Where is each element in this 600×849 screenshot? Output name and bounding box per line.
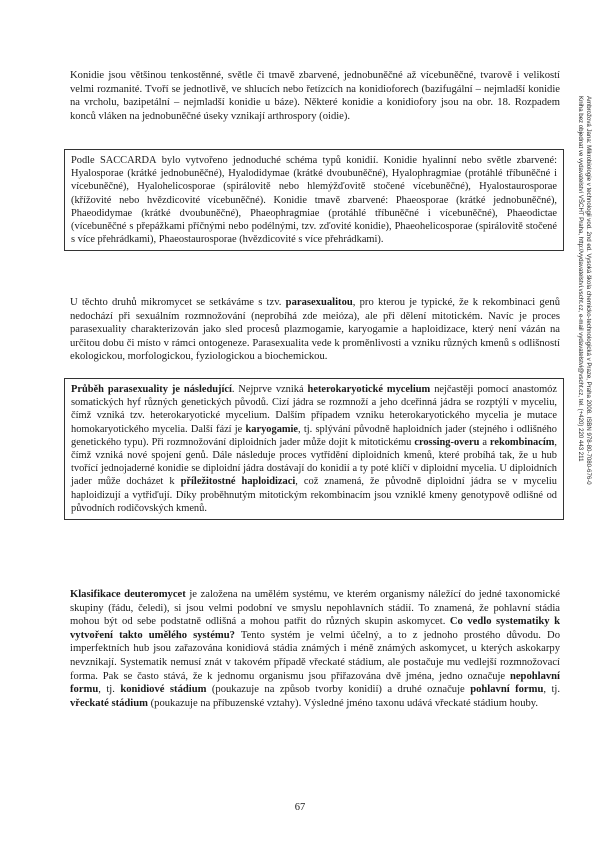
term-nepohlavni-forma: nepohlavní formu	[70, 670, 560, 696]
p3-t4: (poukazuje na způsob tvorby konidií) a druhé označuje	[206, 684, 471, 696]
side-note-line-1: Ambrožová Jana: Mikrobiologie v technologii vod. 2nd ed. Vysoká škola chemicko-technologická v Praze, Praha 2008. ISBN 978-80-7080-676-0	[585, 96, 592, 485]
box-saccardo-text-before: Podle	[71, 155, 100, 166]
term-karyogamie: karyogamie	[245, 423, 299, 435]
side-copyright-note	[576, 96, 592, 485]
box2-t3: , tj. splývání původně haploidních jader (stejného i odlišného genetického typu). Při rozmnožování diploidních jader může dojít k mitotickému	[71, 423, 557, 448]
box2-t5: , čímž vzniká nové spojení genů. Dále následuje proces vytřídění diploidních kmenů, které probíhá tak, že u hub tvořící jednojaderné konidie se diploidní jádra dostávají do konidií a ty poté klíčí v diploidní mycelia. U diploidních jader může docházet k	[71, 436, 557, 488]
term-rekombinace: rekombinacím	[489, 436, 555, 448]
box-saccardo-scheme	[64, 149, 564, 251]
box-saccardo-text-after: bylo vytvořeno jednoduché schéma typů konidií. Konidie hyalinní nebo světle zbarvené: Hyalosporae (krátké jednobuněčné), Hyalodidymae (krátké dvoubuněčné), Hyalophragmiae (protáhlé tříbuněčné i vícebuněčné), Hyalohelicosporae (spirálovitě nebo hlemýžďovitě stočené vícebuněčné), Hyalostaurosporae (křížovité nebo hvězdicovité vícebuněčné). Konidie tmavě zbarvené: Phaeosporae (krátké jednobuněčné), Phaeodidymae (krátké dvoubuněčné), Phaeophragmiae (protáhlé tříbuněčné i vícebuněčné), Phaeodictae (vícebuněčné s přepážkami příčnými nebo podélnými, tzv. zďovité konidie), Phaeohelicosporae (spirálovitě stočené s více přehrádkami), Phaeostaurosporae (hvězdicovité s více přehrádkami).	[71, 155, 557, 246]
question-systematika: Co vedlo systematiky k vytvoření takto umělého systému?	[70, 616, 561, 641]
term-klasifikace: Klasifikace deuteromycet	[70, 589, 186, 600]
paragraph-konidie: Konidie jsou většinou tenkostěnné, světle či tmavě zbarvené, jednobuněčné až vícebuněčné, tvarově i velikostí velmi rozmanité. Tvoří se jednotlivě, ve shlucích nebo řetízcích na konidioforech (bazifugální – nejmladší konidie na vrcholu, bazipetální – nejmladší konidie u báze). Některé konidie a konidiofory jsou na obr. 18. Rozpadem konců vláken na jednobuněčné úseky vznikají arthrospory (oidie).	[70, 70, 560, 122]
term-konidiove-stadium: konidiové stádium	[120, 684, 207, 696]
box2-t2: nejčastěji pomocí anastomóz somatických hyf různých genetických původů. Cizí jádra se rozmnoží a jeho dceřinná jádra se rozptýlí v myceliu, čímž vzniká tzv. heterokaryotické mycelium. Dalším případem vzniku heterokaryotického mycelia je mutace homokaryotického mycelia. Další fází je	[71, 384, 557, 435]
p3-t5: , tj.	[543, 684, 560, 696]
p2-t1: U těchto druhů mikromycet se setkáváme s tzv.	[70, 297, 286, 308]
term-parasexualita: parasexualitou	[285, 297, 353, 308]
p2-t2: , pro kterou je typické, že k rekombinaci genů nedochází při sexuálním rozmnožování (neprobíhá zde meióza), ale při dělení mitotickém. Navíc je proces parasexuality charakterizován jako sled procesů plazmogamie, karyogamie a haploidizace, který není vázán na určitou dobu či místo v rámci ontogeneze. Parasexualita vede k proměnlivosti a vzniku různých kmenů s odlišností ekologickou, morfologickou, fyziologickou a biochemickou.	[70, 297, 560, 363]
p3-t6: (poukazuje na příbuzenské vztahy). Výsledné jméno taxonu udává vřeckaté stádium houby.	[147, 697, 539, 709]
term-pohlavni-forma: pohlavní formu	[470, 684, 544, 696]
side-note-line-2: Kniha bez objednat ve vydavatelství VŠCHT Praha, http://vydavatelstvi.vscht.cz, e-mail vydavatelstvi@vscht.cz, tel. (+420) 220 443 211	[577, 96, 584, 462]
term-vreckate-stadium: vřeckaté stádium	[70, 697, 148, 709]
author-name: SACCARDA	[99, 155, 157, 166]
box2-t6: , což znamená, že původně diploidní jádra se v myceliu haploidizují a vytřiďují. Díky proběhnutým mitotickým rekombinacím jsou vzniklé kmeny genotypově odlišné od původních rodičovských kmenů.	[71, 476, 557, 514]
page-number: 67	[294, 802, 306, 813]
p3-t3: , tj.	[98, 684, 121, 696]
box2-t4: a	[479, 436, 490, 448]
paragraph-parasexualita	[70, 296, 560, 364]
term-crossing-over: crossing-overu	[414, 436, 480, 448]
term-haploidizace: příležitostné haploidizaci	[180, 476, 296, 488]
p3-t2: Tento systém je velmi účelný, a to z jednoho prostého důvodu. Do imperfektních hub jsou zařazována konidiová stádia známých i méně známých askomycet, u kterých askokarpy nevznikají. Systematik nemusí znát v takovém případě vřeckaté stádium, ale postačuje mu vedlejší rozmnožovací forma. Pak se často stává, že k jednomu organismu jsou přiřazována dvě jména, jedno označuje	[70, 629, 561, 682]
box2-t1: . Nejprve vzniká	[231, 384, 308, 395]
p3-t1: je založena na umělém systému, ve kterém organismy náležící do jedné taxonomické skupiny (řádu, čeledi), si jsou velmi podobní ve smyslu nepohlavních stádií. To znamená, že pohlavní stádia mohou být od sebe podstatně odlišná a mohou patřit do různých skupin askomycet.	[70, 589, 560, 628]
box-prubeh-parasexuality	[64, 378, 564, 520]
paragraph-klasifikace	[70, 588, 560, 710]
box2-heading: Průběh parasexuality je následující	[71, 384, 232, 395]
term-heterokaryoticke-mycelium: heterokaryotické mycelium	[307, 384, 431, 395]
